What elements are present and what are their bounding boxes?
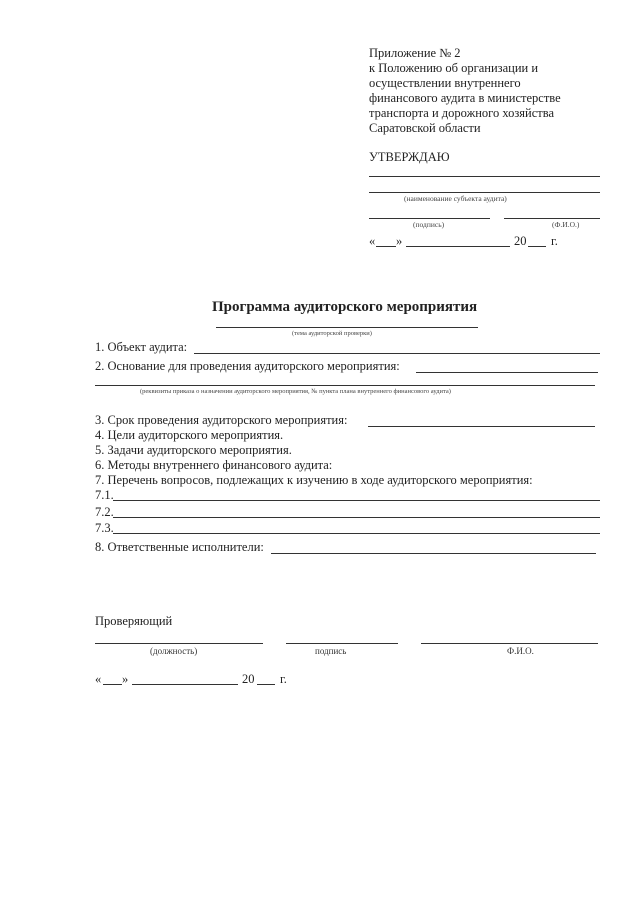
inspector-day-line (103, 684, 122, 685)
basis-caption: (реквизиты приказа о назначении аудиторского мероприятия, № пункта плана внутреннего финансового аудита) (140, 388, 451, 395)
inspector-year-prefix: 20 (242, 672, 255, 686)
approval-date-close: » (396, 234, 403, 248)
inspector-signature-line (286, 643, 398, 644)
approval-line-2 (369, 192, 600, 193)
item-7-3-line (113, 533, 600, 534)
approval-year-line (528, 246, 546, 247)
appendix-line: осуществлении внутреннего (369, 76, 521, 90)
item-6: 6. Методы внутреннего финансового аудита: (95, 458, 333, 472)
approval-year-prefix: 20 (514, 234, 527, 248)
item-8-line (271, 553, 596, 554)
basis-line (95, 385, 595, 386)
subject-caption: (наименование субъекта аудита) (404, 194, 507, 203)
item-8: 8. Ответственные исполнители: (95, 540, 264, 554)
approval-date-open: « (369, 234, 376, 248)
topic-line (216, 327, 478, 328)
approval-day-line (376, 246, 396, 247)
item-2-line (416, 372, 598, 373)
inspector-month-line (132, 684, 238, 685)
item-7-2: 7.2. (95, 505, 114, 519)
item-5: 5. Задачи аудиторского мероприятия. (95, 443, 292, 457)
inspector-position-caption: (должность) (150, 646, 198, 656)
appendix-block (369, 46, 561, 136)
program-title: Программа аудиторского мероприятия (212, 299, 478, 315)
item-7-1: 7.1. (95, 488, 114, 502)
topic-caption: (тема аудиторской проверки) (292, 330, 372, 337)
inspector-date-open: « (95, 672, 102, 686)
inspector-date-close: » (122, 672, 129, 686)
inspector-fio-line (421, 643, 598, 644)
item-7-1-line (113, 500, 600, 501)
approval-signature-line (369, 218, 490, 219)
inspector-signature-caption: подпись (315, 646, 347, 656)
appendix-line: Саратовской области (369, 121, 481, 135)
item-2: 2. Основание для проведения аудиторского мероприятия: (95, 359, 400, 373)
inspector-position-line (95, 643, 263, 644)
item-1: 1. Объект аудита: (95, 340, 188, 354)
appendix-line: финансового аудита в министерстве (369, 91, 561, 105)
approval-fio-caption: (Ф.И.О.) (552, 220, 580, 229)
appendix-line: транспорта и дорожного хозяйства (369, 106, 555, 120)
item-1-line (194, 353, 600, 354)
item-3-line (368, 426, 595, 427)
inspector-label: Проверяющий (95, 614, 173, 628)
approval-signature-caption: (подпись) (413, 220, 445, 229)
approval-year-suffix: г. (551, 234, 558, 248)
item-3: 3. Срок проведения аудиторского мероприятия: (95, 413, 348, 427)
inspector-year-suffix: г. (280, 672, 287, 686)
approval-line-1 (369, 176, 600, 177)
approval-month-line (406, 246, 510, 247)
appendix-line: к Положению об организации и (369, 61, 539, 75)
item-4: 4. Цели аудиторского мероприятия. (95, 428, 284, 442)
approval-heading: УТВЕРЖДАЮ (369, 150, 450, 164)
item-7: 7. Перечень вопросов, подлежащих к изучению в ходе аудиторского мероприятия: (95, 473, 533, 487)
item-7-2-line (113, 517, 600, 518)
approval-fio-line (504, 218, 600, 219)
appendix-line: Приложение № 2 (369, 46, 461, 60)
inspector-year-line (257, 684, 275, 685)
item-7-3: 7.3. (95, 521, 114, 535)
inspector-fio-caption: Ф.И.О. (507, 646, 534, 656)
